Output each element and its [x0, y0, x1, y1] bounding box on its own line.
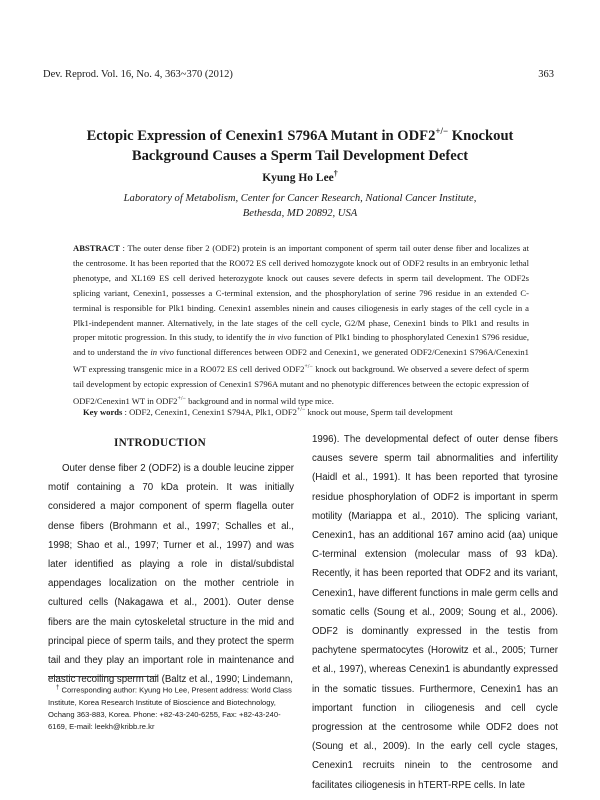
- journal-citation: Dev. Reprod. Vol. 16, No. 4, 363~370 (2012): [43, 69, 233, 80]
- paper-title: [60, 121, 540, 166]
- author-mark: †: [333, 169, 338, 178]
- affiliation-line2: Bethesda, MD 20892, USA: [242, 208, 358, 219]
- affiliation-line1: Laboratory of Metabolism, Center for Cancer Research, National Cancer Institute,: [123, 193, 477, 204]
- title-superscript: +/−: [435, 126, 449, 136]
- title-line1-end: Knockout: [448, 127, 514, 144]
- author-name: Kyung Ho Lee: [262, 171, 334, 184]
- abstract-italic-2: in vivo: [150, 347, 174, 358]
- abstract: [73, 241, 529, 409]
- footnote-rule: [48, 676, 158, 677]
- page-number: 363: [538, 69, 554, 80]
- abstract-text-5: background and in normal wild type mice.: [185, 395, 334, 406]
- footnote-mark: †: [56, 685, 60, 691]
- keywords-text-end: knock out mouse, Sperm tail development: [305, 406, 453, 417]
- abstract-sup-2: +/−: [177, 395, 186, 402]
- author-line: [0, 169, 600, 184]
- affiliation: [60, 191, 540, 221]
- intro-right-column: 1996). The developmental defect of outer dense fibers causes severe sperm tail abnormalities and infertility (Haidl et al., 1991). It has been reported that tyrosine residue phosphorylation of ODF2 is important in sperm motility (Mariappa et al., 2010). The splicing variant, Cenexin1, has an additional 167 amino acid (aa) unique C-terminal extension (molecular mass of 93 kDa). Recently, it has been reported that ODF2 and its variant, Cenexin1, have different functions in male germ cells and somatic cells (Soung et al., 2009; Soung et al., 2006). ODF2 is dominantly expressed in the testis from pachytene spermatocytes (Horowitz et al., 2005; Turner et al., 1997), whereas Cenexin1 is abundantly expressed in the somatic tissues. Furthermore, Cenexin1 has an important function in ciliogenesis and cell cycle progression at the centrosome while ODF2 does not (Soung et al., 2009). In the early cell cycle stages, Cenexin1 recruits ninein to the centrosome and facilitates ciliogenesis in hTERT-RPE cells. In late: [312, 434, 558, 791]
- keywords-label: Key words: [83, 406, 123, 417]
- intro-left-column: Outer dense fiber 2 (ODF2) is a double leucine zipper motif containing a 70 kDa protein. It was initially considered a major component of sperm flagella outer dense fibers (Brohmann et al., 1997; Schalles et al., 1998; Shao et al., 1997; Turner et al., 1997) and was later identified as playing a role in distal/subdistal appendages localization on the mother centriole in cultured cells (Nakagawa et al., 2001). Outer dense fibers are the main cytoskeletal structure in the mid and principal piece of sperm tails, and they protect the sperm tail and they play an important role in maintenance and elastic recoiling sperm tail (Baltz et al., 1990; Lindemann,: [48, 463, 294, 686]
- abstract-text-3: functional differences between ODF2 and Cenexin1, we generated ODF2/Cenexin1 S796A/Cenexin1 WT expressing transgenic mice in a RO072 ES cell derived ODF2: [73, 347, 529, 375]
- corresponding-author-footnote: [48, 682, 296, 734]
- title-line2: Background Causes a Sperm Tail Development Defect: [131, 147, 469, 164]
- footnote-text: Corresponding author: Kyung Ho Lee, Present address: World Class Institute, Korea Research Institute of Bioscience and Biotechnology, Ochang 363-883, Korea. Phone: +82-43-240-6255, Fax: +82-43-240-6169, E-mail: leekh@kribb.re.kr: [48, 685, 292, 732]
- abstract-text-1: : The outer dense fiber 2 (ODF2) protein is an important component of sperm tail outer dense fiber and localizes at the centrosome. It has been reported that the RO072 ES cell derived homozygote knock out of ODF2 results in an embryonic lethal phenotype, and XL169 ES cell derived heterozygote knock out causes severe defects in sperm tail development. The ODF2s splicing variant, Cenexin1, possesses a C-terminal extension, and the phosphorylation of serine 796 residue in an extended C-terminal is responsible for Plk1 binding. Cenexin1 assembles ninein and causes ciliogenesis in early stages of the cell cycle in a Plk1-independent manner. Alternatively, in the late stages of the cell cycle, G2/M phase, Cenexin1 binds to Plk1 and results in proper mitotic progression. In this study, to identify the: [73, 243, 529, 343]
- title-line1: Ectopic Expression of Cenexin1 S796A Mutant in ODF2: [86, 127, 436, 144]
- abstract-italic-1: in vivo: [268, 332, 292, 343]
- abstract-label: ABSTRACT: [73, 243, 120, 253]
- abstract-sup-1: +/−: [304, 364, 313, 371]
- keywords-sup: +/−: [296, 407, 306, 413]
- abstract-text-4: knock out background. We observed a severe defect of sperm tail development by ectopic expression of Cenexin1 S796A mutant and no phenotypic differences between the ectopic expression of ODF2/Cenexin1 WT in ODF2: [73, 364, 529, 406]
- abstract-text-2: function of Plk1 binding to phosphorylated Cenexin1 S796 residue, and to understand the: [73, 332, 529, 358]
- section-heading-introduction: INTRODUCTION: [114, 437, 206, 449]
- keywords: [83, 404, 533, 419]
- keywords-text: : ODF2, Cenexin1, Cenexin1 S794A, Plk1, ODF2: [122, 406, 297, 417]
